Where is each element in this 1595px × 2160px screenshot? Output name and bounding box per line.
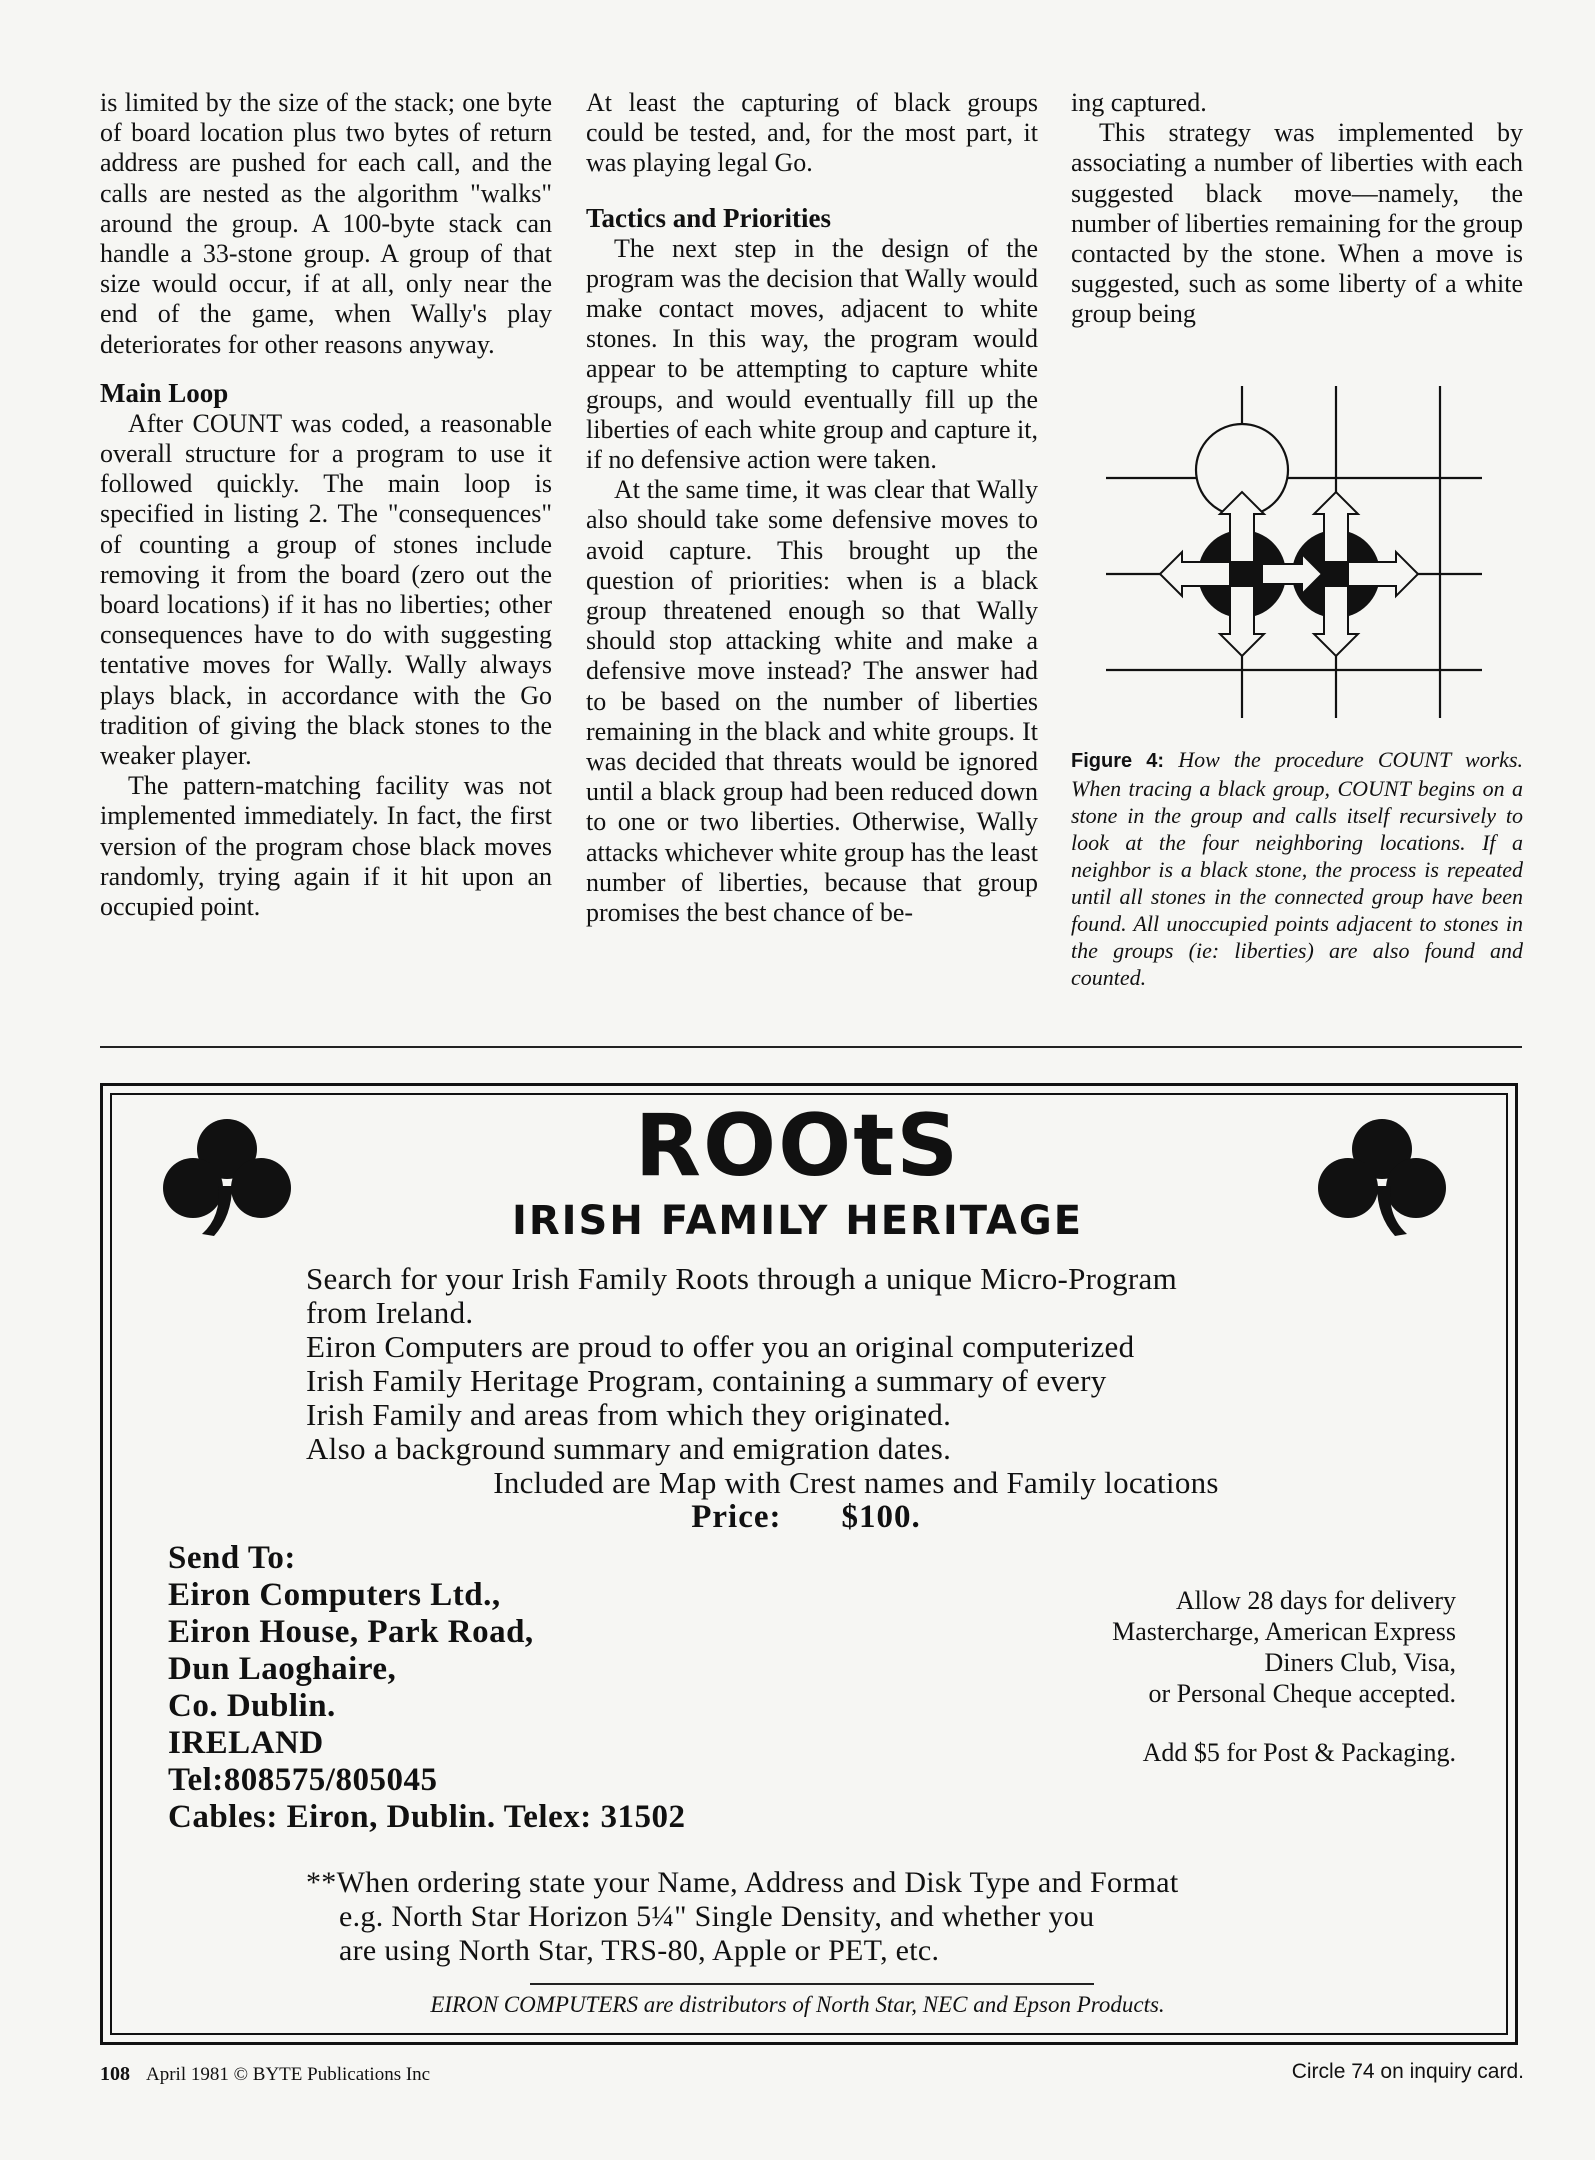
ad-body-line: Search for your Irish Family Roots through a unique Micro-Program bbox=[306, 1261, 1177, 1296]
ad-divider bbox=[530, 1983, 1094, 1985]
send-to-line: Eiron House, Park Road, bbox=[168, 1614, 534, 1650]
delivery-payment-info bbox=[1112, 1585, 1456, 1768]
col2-paragraph-1: At least the capturing of black groups could be tested, and, for the most part, it was playing legal Go. bbox=[586, 88, 1038, 178]
send-to-line: Dun Laoghaire, bbox=[168, 1651, 397, 1687]
send-to-address bbox=[168, 1540, 685, 1836]
issue-credit: April 1981 © BYTE Publications Inc bbox=[146, 2064, 431, 2085]
ad-body bbox=[306, 1262, 1306, 1534]
col2-paragraph-2: The next step in the design of the program was the decision that Wally would make contact moves, adjacent to white stones. In this way, the program would appear to be attempting to capture white groups, and would eventually fill up the liberties of each white group and capture it, if no defensive action were taken. bbox=[586, 233, 1038, 475]
ad-body-line: Eiron Computers are proud to offer you an original computerized bbox=[306, 1329, 1135, 1364]
ad-body-line: Irish Family and areas from which they originated. bbox=[306, 1397, 952, 1432]
ordering-line: are using North Star, TRS-80, Apple or PET, etc. bbox=[339, 1934, 940, 1967]
price-label: Price: bbox=[691, 1499, 782, 1535]
send-to-line: Cables: Eiron, Dublin. Telex: 31502 bbox=[168, 1799, 686, 1835]
delivery-line: Mastercharge, American Express bbox=[1112, 1617, 1456, 1646]
send-to-line: Send To: bbox=[168, 1540, 296, 1576]
send-to-line: Eiron Computers Ltd., bbox=[168, 1577, 501, 1613]
col3-paragraph-1: ing captured. bbox=[1071, 88, 1207, 117]
ordering-note bbox=[306, 1866, 1306, 1968]
article-divider bbox=[100, 1046, 1522, 1048]
ad-title: ROOtS bbox=[634, 1096, 961, 1196]
article-column-1 bbox=[100, 88, 552, 922]
ad-body-line: Also a background summary and emigration dates. bbox=[306, 1431, 952, 1466]
heading-main-loop: Main Loop bbox=[100, 377, 229, 408]
col1-paragraph-3: The pattern-matching facility was not implemented immediately. In fact, the first version of the program chose black moves randomly, trying again if it hit upon an occupied point. bbox=[100, 771, 552, 922]
ad-included-line: Included are Map with Crest names and Family locations bbox=[493, 1465, 1219, 1500]
send-to-line: IRELAND bbox=[168, 1725, 324, 1761]
send-to-line: Co. Dublin. bbox=[168, 1688, 336, 1724]
page-footer bbox=[100, 2063, 430, 2086]
distributors-note: EIRON COMPUTERS are distributors of North Star, NEC and Epson Products. bbox=[430, 1992, 1165, 2017]
postage-line: Add $5 for Post & Packaging. bbox=[1142, 1738, 1456, 1767]
figure-caption bbox=[1071, 746, 1523, 991]
ordering-line: e.g. North Star Horizon 5¼" Single Density, and whether you bbox=[339, 1900, 1095, 1933]
price-value: $100. bbox=[841, 1499, 921, 1535]
figure-label: Figure 4: bbox=[1071, 750, 1165, 772]
delivery-line: or Personal Cheque accepted. bbox=[1148, 1679, 1456, 1708]
go-board-diagram bbox=[1106, 386, 1482, 718]
article-column-3 bbox=[1071, 88, 1523, 330]
figure-4-diagram bbox=[1106, 386, 1482, 718]
ad-body-line: from Ireland. bbox=[306, 1295, 474, 1330]
col2-paragraph-3: At the same time, it was clear that Wally also should take some defensive moves to avoid capture. This brought up the question of priorities: when is a black group threatened enough so that Wally should stop attacking white and make a defensive move instead? The answer had to be based on the number of liberties remaining in the black and white groups. It was decided that threats would be ignored until a black group had been reduced down to one or two liberties. Otherwise, Wally attacks whichever white group has the least number of liberties, because that group promises the best chance of be- bbox=[586, 475, 1038, 928]
col1-paragraph-1: is limited by the size of the stack; one byte of board location plus two bytes of return address are pushed for each call, and the calls are nested as the algorithm "walks" around the group. A 100-byte stack can handle a 33-stone group. A group of that size would occur, if at all, only near the end of the game, when Wally's play deteriorates for other reasons anyway. bbox=[100, 88, 552, 359]
article-column-2 bbox=[586, 88, 1038, 928]
page-number: 108 bbox=[100, 2063, 130, 2085]
col1-paragraph-2: After COUNT was coded, a reasonable overall structure for a program to use it followed quickly. The main loop is specified in listing 2. The "consequences" of counting a group of stones include removing it from the board (zero out the board locations) if it has no liberties; other consequences have to do with suggesting tentative moves for Wally. Wally always plays black, in accordance with the Go tradition of giving the black stones to the weaker player. bbox=[100, 408, 552, 771]
col3-paragraph-2: This strategy was implemented by associating a number of liberties with each suggested black move—namely, the number of liberties remaining for the group contacted by the stone. When a move is suggested, such as some liberty of a white group being bbox=[1071, 118, 1523, 329]
ordering-line: **When ordering state your Name, Address and Disk Type and Format bbox=[306, 1866, 1179, 1899]
delivery-line: Allow 28 days for delivery bbox=[1175, 1586, 1456, 1615]
ad-body-line: Irish Family Heritage Program, containing a summary of every bbox=[306, 1363, 1107, 1398]
send-to-line: Tel:808575/805045 bbox=[168, 1762, 438, 1798]
heading-tactics-priorities: Tactics and Priorities bbox=[586, 202, 831, 233]
delivery-line: Diners Club, Visa, bbox=[1264, 1648, 1456, 1677]
ad-price bbox=[306, 1500, 1306, 1534]
inquiry-note: Circle 74 on inquiry card. bbox=[1291, 2060, 1524, 2083]
ad-subtitle: IRISH FAMILY HERITAGE bbox=[511, 1198, 1084, 1244]
figure-caption-text: How the procedure COUNT works. When tracing a black group, COUNT begins on a stone in the group and calls itself recursively to look at the four neighboring locations. If a neighbor is a black stone, the process is repeated until all stones in the connected group have been found. All unoccupied points adjacent to stones in the groups (ie: liberties) are also found and counted. bbox=[1071, 747, 1524, 990]
